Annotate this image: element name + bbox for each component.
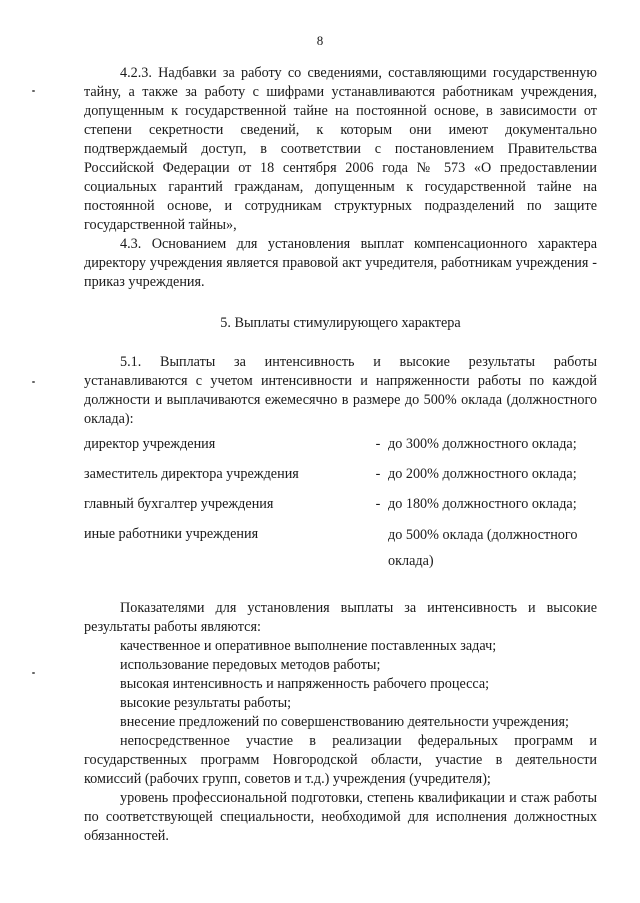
pay-rate-value: до 500% оклада (должностного оклада) bbox=[388, 527, 578, 569]
indicator-item: внесение предложений по совершенствованию деятельности учреждения; bbox=[120, 714, 569, 730]
paragraph-4-2-3: 4.2.3. Надбавки за работу со сведениями, составляющими государственную тайну, а также за работу с шифрами устанавливаются работникам учреждения, допущенным к государственной тайне на постоянной основе, в зависимости от степени секретности сведений, к которым они имеют документально подтверждаемый доступ, в соответствии с постановлением Правительства Российской Федерации от 18 сентября 2006 года № 573 «О предоставлении социальных гарантий гражданам, допущенным к государственной тайне на постоянной основе, и сотрудникам структурных подразделений по защите государственной тайны», bbox=[84, 65, 597, 233]
pay-rate-value: до 200% должностного оклада; bbox=[388, 466, 577, 482]
document-body bbox=[84, 64, 597, 846]
paragraph-4-3: 4.3. Основанием для установления выплат компенсационного характера директору учреждения является правовой акт учредителя, работникам учреждения - приказ учреждения. bbox=[84, 236, 597, 290]
pay-rate-row bbox=[84, 495, 597, 525]
section-5-heading: 5. Выплаты стимулирующего характера bbox=[220, 315, 461, 331]
pay-rate-dash: - bbox=[375, 466, 381, 482]
indicator-item: качественное и оперативное выполнение поставленных задач; bbox=[120, 638, 497, 654]
indicators-list bbox=[84, 637, 597, 846]
pay-rate-position: иные работники учреждения bbox=[84, 526, 259, 542]
pay-rate-dash: - bbox=[375, 436, 381, 452]
margin-mark bbox=[32, 381, 35, 383]
pay-rates-list bbox=[84, 435, 597, 585]
indicator-item: высокая интенсивность и напряженность рабочего процесса; bbox=[120, 676, 490, 692]
page-number: 8 bbox=[316, 33, 324, 48]
pay-rate-position: главный бухгалтер учреждения bbox=[84, 496, 274, 512]
indicator-item: непосредственное участие в реализации федеральных программ и государственных программ Новгородской области, участие в деятельности комиссий (рабочих групп, советов и т.д.) учреждения (учредителя); bbox=[84, 733, 597, 787]
pay-rate-value: до 180% должностного оклада; bbox=[388, 496, 577, 512]
margin-mark bbox=[32, 90, 35, 92]
indicator-item: использование передовых методов работы; bbox=[120, 657, 381, 673]
paragraph-5-1: 5.1. Выплаты за интенсивность и высокие результаты работы устанавливаются с учетом интенсивности и напряженности работы по каждой должности и выплачиваются ежемесячно в размере до 500% оклада (должностного оклада): bbox=[84, 354, 597, 427]
indicator-item: уровень профессиональной подготовки, степень квалификации и стаж работы по соответствующей специальности, необходимой для исполнения должностных обязанностей. bbox=[84, 790, 597, 844]
pay-rate-position: директор учреждения bbox=[84, 436, 216, 452]
pay-rate-row bbox=[84, 465, 597, 495]
pay-rate-dash: - bbox=[375, 496, 381, 512]
pay-rate-value: до 300% должностного оклада; bbox=[388, 436, 577, 452]
pay-rate-row bbox=[84, 435, 597, 465]
margin-mark bbox=[32, 672, 35, 674]
pay-rate-row bbox=[84, 525, 597, 585]
pay-rate-position: заместитель директора учреждения bbox=[84, 466, 299, 482]
indicators-intro: Показателями для установления выплаты за интенсивность и высокие результаты работы являются: bbox=[84, 600, 597, 635]
indicator-item: высокие результаты работы; bbox=[120, 695, 292, 711]
